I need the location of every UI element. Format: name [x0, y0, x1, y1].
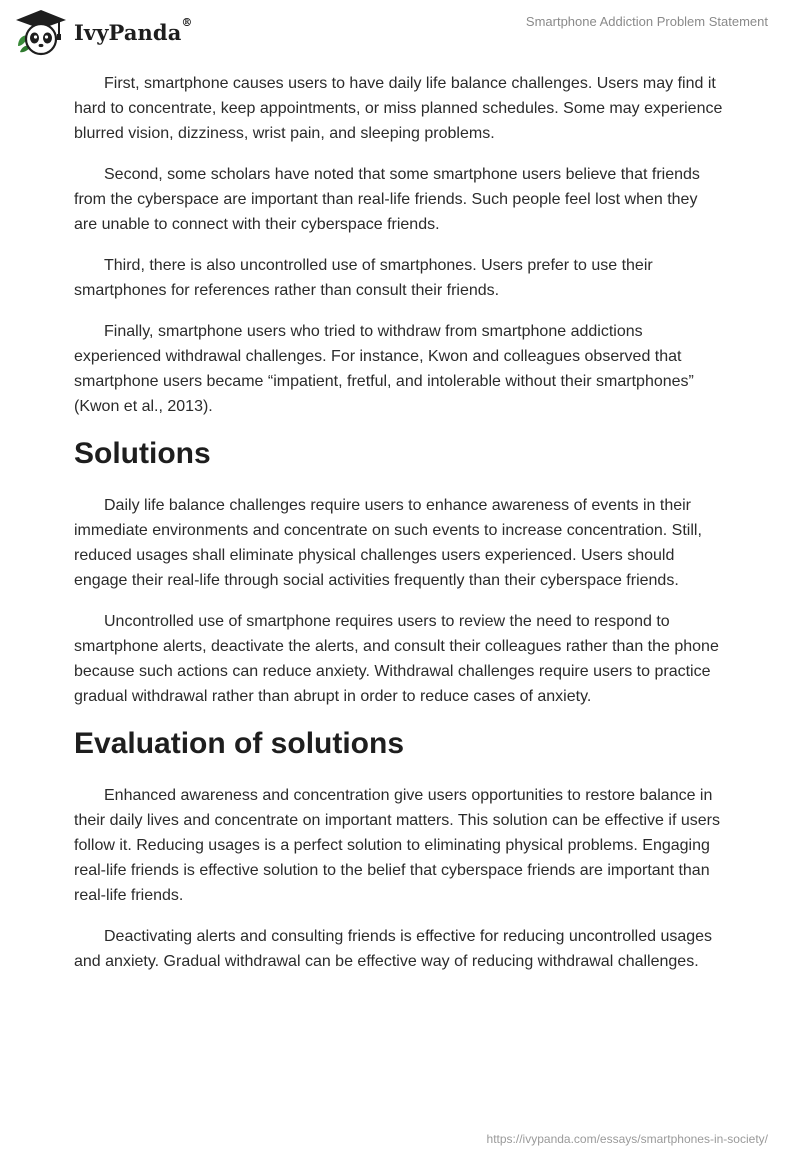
- source-url[interactable]: https://ivypanda.com/essays/smartphones-in-society/: [486, 1132, 768, 1146]
- paragraph: Finally, smartphone users who tried to withdraw from smartphone addictions experienced withdrawal challenges. For instance, Kwon and colleagues observed that smartphone users became “impatient, fretful, and intolerable without their smartphones” (Kwon et al., 2013).: [74, 323, 694, 415]
- panda-graduate-icon: [14, 8, 68, 56]
- essay-content: [74, 71, 724, 990]
- paragraph: Uncontrolled use of smartphone requires users to review the need to respond to smartphone alerts, deactivate the alerts, and consult their colleagues rather than the phone because such actions can reduce anxiety. Withdrawal challenges require users to practice gradual withdrawal rather than abrupt in order to reduce cases of anxiety.: [74, 613, 719, 705]
- ivypanda-logo[interactable]: [14, 8, 193, 56]
- paragraph: Third, there is also uncontrolled use of smartphones. Users prefer to use their smartphones for references rather than consult their friends.: [74, 257, 653, 299]
- paragraph: Second, some scholars have noted that some smartphone users believe that friends from the cyberspace are important than real-life friends. Such people feel lost when they are unable to connect with their cyberspace friends.: [74, 166, 700, 233]
- document-title: Smartphone Addiction Problem Statement: [525, 14, 768, 29]
- paragraph: Daily life balance challenges require users to enhance awareness of events in their immediate environments and concentrate on such events to increase concentration. Still, reduced usages shall eliminate physical challenges users experienced. Users should engage their real-life through social activities frequently than their cyberspace friends.: [74, 497, 702, 589]
- paragraph: Deactivating alerts and consulting friends is effective for reducing uncontrolled usages and anxiety. Gradual withdrawal can be effective way of reducing withdrawal challenges.: [74, 928, 713, 970]
- section-heading-solutions: Solutions: [74, 437, 211, 470]
- paragraph: First, smartphone causes users to have daily life balance challenges. Users may find it hard to concentrate, keep appointments, or miss planned schedules. Some may experience blurred vision, dizziness, wrist pain, and sleeping problems.: [74, 75, 723, 142]
- brand-name: IvyPanda®: [74, 15, 193, 45]
- page-header: [0, 0, 800, 60]
- paragraph: Enhanced awareness and concentration give users opportunities to restore balance in their daily lives and concentrate on important matters. This solution can be effective if users follow it. Reducing usages is a perfect solution to eliminating physical problems. Engaging real-life friends is effective solution to the belief that cyberspace friends are important than real-life friends.: [74, 787, 720, 904]
- section-heading-evaluation: Evaluation of solutions: [74, 727, 405, 760]
